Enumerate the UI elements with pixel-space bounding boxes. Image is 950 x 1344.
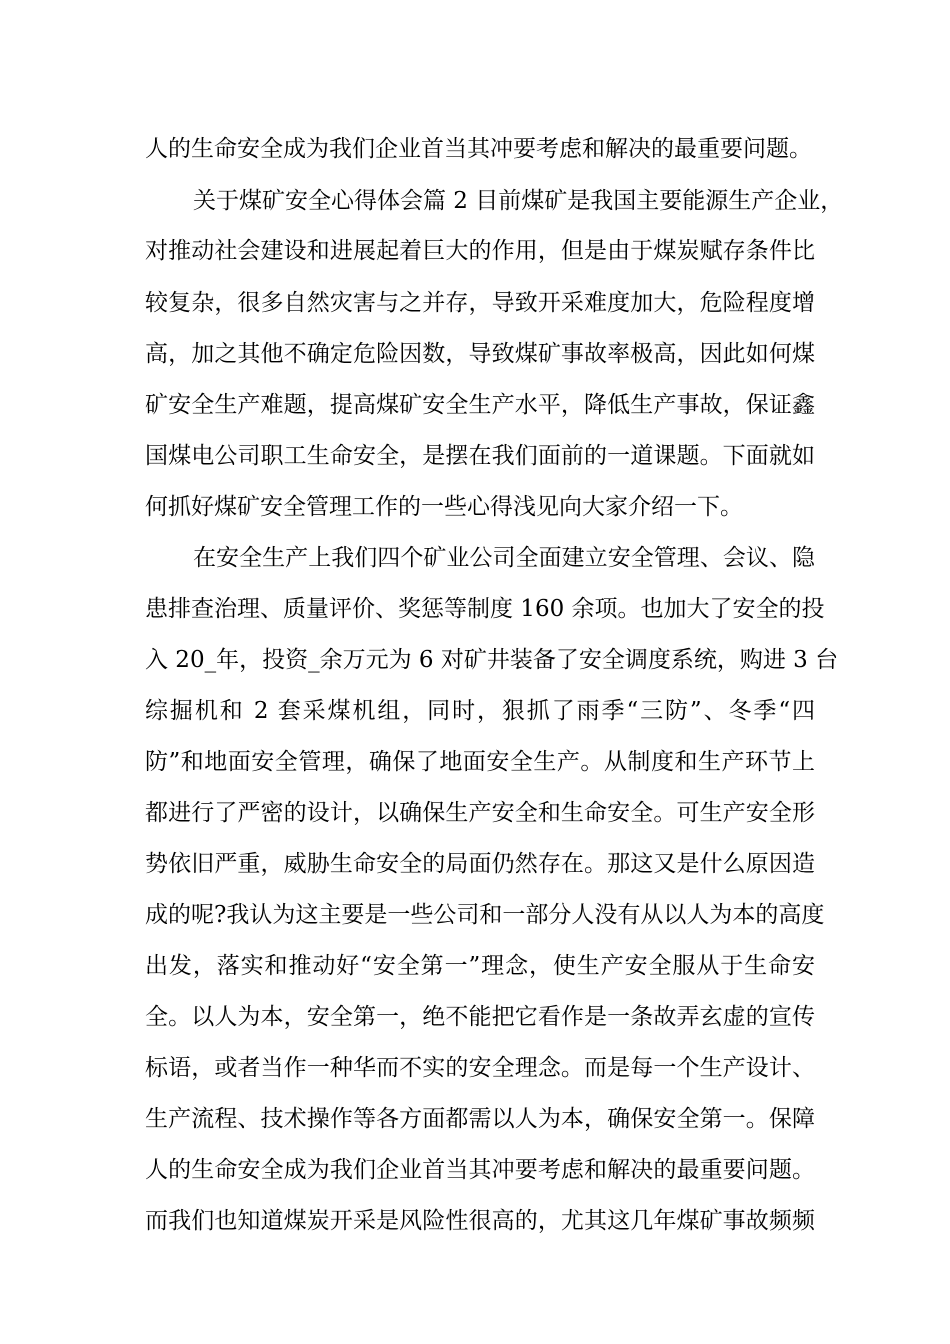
text-line: 人的生命安全成为我们企业首当其冲要考虑和解决的最重要问题。 [145,136,812,162]
text-line: 人的生命安全成为我们企业首当其冲要考虑和解决的最重要问题。 [145,1157,815,1183]
text-line: 都进行了严密的设计，以确保生产安全和生命安全。可生产安全形 [145,800,815,826]
text-line: 关于煤矿安全心得体会篇 2 目前煤矿是我国主要能源生产企业， [193,188,844,214]
text-line: 综掘机和 2 套采煤机组，同时，狠抓了雨季“三防”、冬季“四 [145,698,815,724]
text-line: 高，加之其他不确定危险因数，导致煤矿事故率极高，因此如何煤 [145,341,815,367]
text-line: 而我们也知道煤炭开采是风险性很高的，尤其这几年煤矿事故频频 [145,1208,815,1234]
text-line: 标语，或者当作一种华而不实的安全理念。而是每一个生产设计、 [145,1055,815,1081]
text-line: 势依旧严重，威胁生命安全的局面仍然存在。那这又是什么原因造 [145,851,815,877]
text-line: 矿安全生产难题，提高煤矿安全生产水平，降低生产事故，保证鑫 [145,392,815,418]
text-line: 对推动社会建设和进展起着巨大的作用，但是由于煤炭赋存条件比 [145,238,815,264]
text-line: 生产流程、技术操作等各方面都需以人为本，确保安全第一。保障 [145,1106,815,1132]
text-line: 在安全生产上我们四个矿业公司全面建立安全管理、会议、隐 [193,545,815,571]
text-line: 出发，落实和推动好“安全第一”理念，使生产安全服从于生命安 [145,953,815,979]
text-line: 防”和地面安全管理，确保了地面安全生产。从制度和生产环节上 [145,749,815,775]
text-line: 较复杂，很多自然灾害与之并存，导致开采难度加大，危险程度增 [145,290,815,316]
text-line: 全。以人为本，安全第一，绝不能把它看作是一条故弄玄虚的宣传 [145,1004,815,1030]
text-line: 何抓好煤矿安全管理工作的一些心得浅见向大家介绍一下。 [145,494,743,520]
text-line: 成的呢?我认为这主要是一些公司和一部分人没有从以人为本的高度 [145,902,825,928]
text-line: 入 20_年，投资_余万元为 6 对矿井装备了安全调度系统，购进 3 台 [145,647,839,673]
text-line: 患排查治理、质量评价、奖惩等制度 160 余项。也加大了安全的投 [145,596,825,622]
text-line: 国煤电公司职工生命安全，是摆在我们面前的一道课题。下面就如 [145,443,815,469]
